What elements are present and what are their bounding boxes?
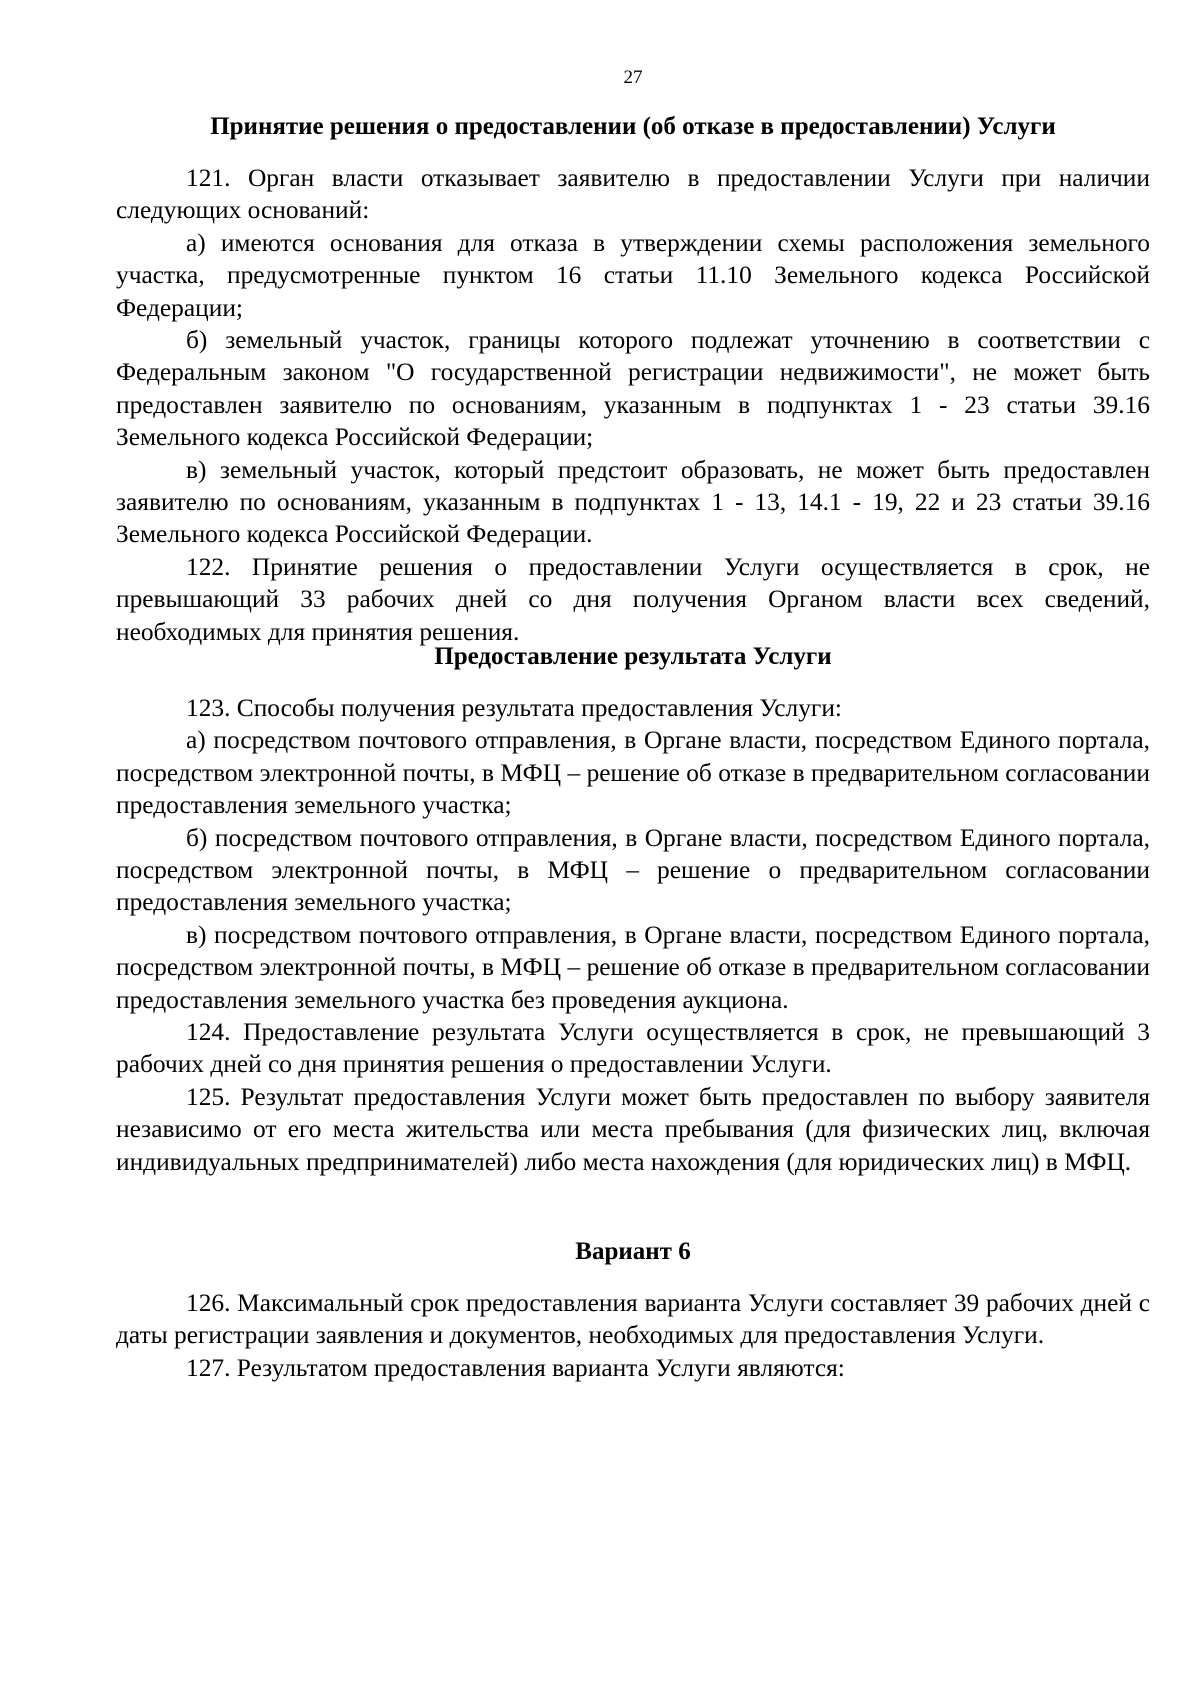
paragraph-124: 124. Предоставление результата Услуги осуществляется в срок, не превышающий 3 рабочих дней со дня принятия решения о предоставлении Услуги. [116,1018,1150,1079]
section-body-result [116,692,1150,1178]
paragraph-121-v: в) земельный участок, который предстоит образовать, не может быть предоставлен заявителю по основаниям, указанным в подпунктах 1 - 13, 14.1 - 19, 22 и 23 статьи 39.16 Земельного кодекса Российской Федерации. [116,455,1150,549]
page-number: 27 [623,67,643,88]
section-body-decision [116,162,1150,648]
paragraph-123: 123. Способы получения результата предоставления Услуги: [186,694,842,722]
paragraph-121: 121. Орган власти отказывает заявителю в предоставлении Услуги при наличии следующих оснований: [116,164,1150,225]
paragraph-123-a: а) посредством почтового отправления, в Органе власти, посредством Единого портала, посредством электронной почты, в МФЦ – решение об отказе в предварительном согласовании предоставления земельного участка; [116,726,1150,820]
paragraph-123-b: б) посредством почтового отправления, в Органе власти, посредством Единого портала, посредством электронной почты, в МФЦ – решение о предварительном согласовании предоставления земельного участка; [116,823,1150,917]
section-heading-decision: Принятие решения о предоставлении (об отказе в предоставлении) Услуги [210,113,1056,140]
section-heading-result: Предоставление результата Услуги [434,643,832,670]
paragraph-125: 125. Результат предоставления Услуги может быть предоставлен по выбору заявителя независимо от его места жительства или места пребывания (для физических лиц, включая индивидуальных предпринимателей) либо места нахождения (для юридических лиц) в МФЦ. [116,1082,1150,1176]
paragraph-121-a: а) имеются основания для отказа в утверждении схемы расположения земельного участка, предусмотренные пунктом 16 статьи 11.10 Земельного кодекса Российской Федерации; [116,228,1150,322]
paragraph-121-b: б) земельный участок, границы которого подлежат уточнению в соответствии с Федеральным законом "О государственной регистрации недвижимости", не может быть предоставлен заявителю по основаниям, указанным в подпунктах 1 - 23 статьи 39.16 Земельного кодекса Российской Федерации; [116,326,1150,452]
section-body-variant-6 [116,1287,1150,1384]
paragraph-123-v: в) посредством почтового отправления, в Органе власти, посредством Единого портала, посредством электронной почты, в МФЦ – решение об отказе в предварительном согласовании предоставления земельного участка без проведения аукциона. [116,920,1150,1014]
section-heading-variant-6: Вариант 6 [575,1238,691,1265]
paragraph-122: 122. Принятие решения о предоставлении Услуги осуществляется в срок, не превышающий 33 рабочих дней со дня получения Органом власти всех сведений, необходимых для принятия решения. [116,552,1150,646]
paragraph-126: 126. Максимальный срок предоставления варианта Услуги составляет 39 рабочих дней с даты регистрации заявления и документов, необходимых для предоставления Услуги. [116,1289,1150,1350]
paragraph-127: 127. Результатом предоставления варианта Услуги являются: [186,1353,845,1382]
